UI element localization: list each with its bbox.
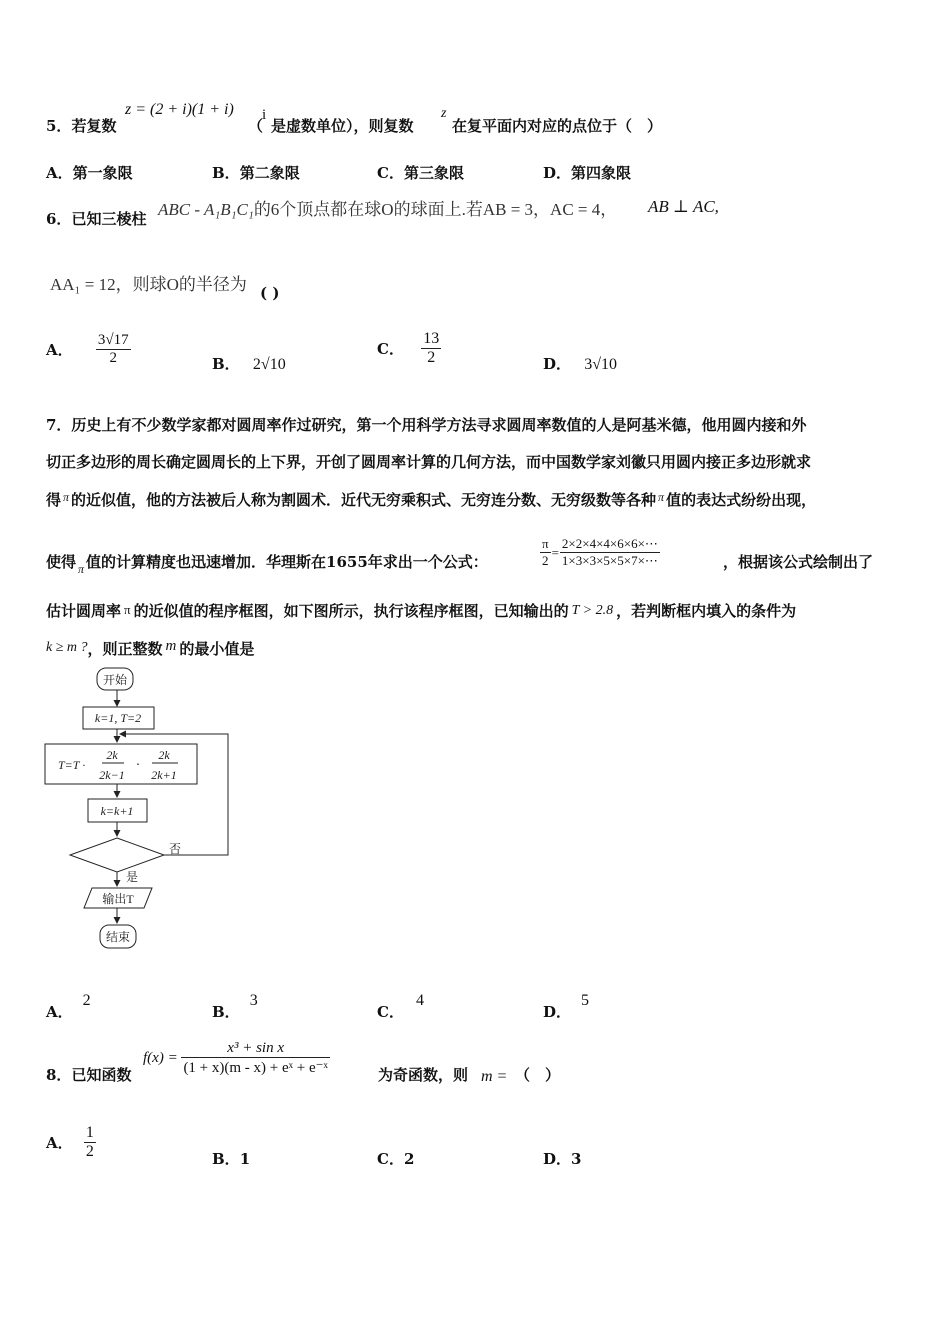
q5-i-var: i — [262, 107, 267, 123]
flow-output-label: 输出T — [102, 892, 134, 906]
q8-option-a[interactable]: A． $\frac{1}{2}$ — [46, 1124, 94, 1160]
q6-line1 — [158, 195, 617, 220]
q7-line4: 使得 $_\pi$ 值的计算精度也迅速增加．华理斯在1655年求出一个公式： — [46, 553, 488, 576]
q5-stem — [46, 115, 116, 136]
q7-line6: k ≥ m ?，则正整数 m 的最小值是 — [46, 638, 255, 658]
q6-option-d[interactable]: D． 3√10 — [543, 355, 618, 373]
q8-stem: 8．已知函数 — [46, 1066, 132, 1084]
q6-prism: ABC - A₁B₁C₁ — [158, 200, 254, 219]
q6-option-c[interactable]: C． $\frac{13}{2}$ — [377, 330, 440, 366]
flow-decision — [70, 838, 164, 872]
q8-m-eq: m = — [481, 1068, 508, 1085]
q5-tail: 在复平面内对应的点位于（ ） — [452, 117, 663, 135]
q7-wallis-formula: $\frac{\pi}{2}$ = $\frac{2\times 2\times 4\times 4\times 6\times 6\times\cdots}{1\times 3\times 3\times 5\times 5\times 7\times\cdots}$ — [542, 536, 658, 568]
q5-z-var: z — [441, 106, 447, 121]
q5-option-a[interactable]: A．第一象限 — [46, 164, 133, 182]
q5-number: 5． — [46, 117, 72, 135]
q7-line5: 估计圆周率 π 的近似值的程序框图，如下图所示，执行该程序框图，已知输出的 T > 2.8 ，若判断框内填入的条件为 — [46, 602, 797, 620]
q8-option-b[interactable]: B．1 — [212, 1150, 251, 1168]
q8-formula: f(x) = $\frac{\text{x³ + sin x}}{\text{(1 + x)(m - x) + eˣ + e⁻ˣ}}$ — [143, 1040, 328, 1076]
q8-tail: 为奇函数，则 — [378, 1066, 469, 1084]
q7-option-b[interactable]: B．3 — [212, 992, 258, 1021]
q6-line1-rest: 的6个顶点都在球O的球面上.若AB = 3，AC = 4， — [253, 200, 618, 219]
flow-end-label: 结束 — [105, 930, 131, 944]
q5-option-b[interactable]: B．第二象限 — [212, 164, 300, 182]
flowchart — [40, 664, 240, 954]
q5-lead: 若复数 — [71, 117, 117, 135]
q8-option-d[interactable]: D．3 — [543, 1150, 582, 1168]
q8-paren: （ ） — [515, 1066, 561, 1084]
q6-line2-paren: ( ) — [260, 284, 280, 302]
q6-option-a[interactable]: A． $\frac{3√17}{2}$ — [46, 332, 129, 366]
flow-f1-den: 2k−1 — [99, 768, 125, 782]
q5-formula: z = (2 + i)(1 + i) — [125, 101, 234, 118]
flow-init-label: k=1, T=2 — [94, 711, 142, 725]
q7-option-c[interactable]: C．4 — [377, 992, 424, 1021]
flow-update-lhs: T=T · — [58, 758, 86, 772]
q7-option-d[interactable]: D．5 — [543, 992, 590, 1021]
flow-start-label: 开始 — [102, 673, 128, 687]
flow-yes-label: 是 — [126, 870, 139, 884]
q7-line4-end: ，根据该公式绘制出了 — [723, 553, 874, 571]
q8-option-c[interactable]: C．2 — [377, 1150, 415, 1168]
flow-dot: · — [135, 758, 141, 773]
flow-incr-label: k=k+1 — [100, 804, 134, 818]
flow-f2-den: 2k+1 — [151, 768, 177, 782]
q5-paren-text: 是虚数单位），则复数 — [271, 117, 414, 135]
q6-perp: AB ⊥ AC, — [648, 197, 719, 216]
q5-option-c[interactable]: C．第三象限 — [377, 164, 464, 182]
q5-paren-open: （ — [248, 117, 264, 135]
q7-option-a[interactable]: A．2 — [46, 992, 91, 1021]
q6-stem: 6．已知三棱柱 — [46, 210, 147, 228]
q6-line2-formula: AA₁ = 12，则球O的半径为 — [50, 275, 247, 294]
q6-option-b[interactable]: B． 2√10 — [212, 355, 286, 373]
flow-f2-num: 2k — [158, 748, 170, 762]
q7-line1: 7．历史上有不少数学家都对圆周率作过研究，第一个用科学方法寻求圆周率数值的人是阿基米德，他用圆内接和外 — [46, 416, 807, 434]
q7-line2: 切正多边形的周长确定圆周长的上下界，开创了圆周率计算的几何方法，而中国数学家刘徽只用圆内接正多边形就求 — [46, 453, 812, 471]
flow-f1-num: 2k — [106, 748, 118, 762]
q7-line3: 得 $^\pi$ 的近似值，他的方法被后人称为割圆术．近代无穷乘积式、无穷连分数、无穷级数等各种 $^\pi$ 值的表达式纷纷出现， — [46, 490, 817, 509]
q5-option-d[interactable]: D．第四象限 — [543, 164, 632, 182]
flow-no-label: 否 — [169, 842, 182, 856]
